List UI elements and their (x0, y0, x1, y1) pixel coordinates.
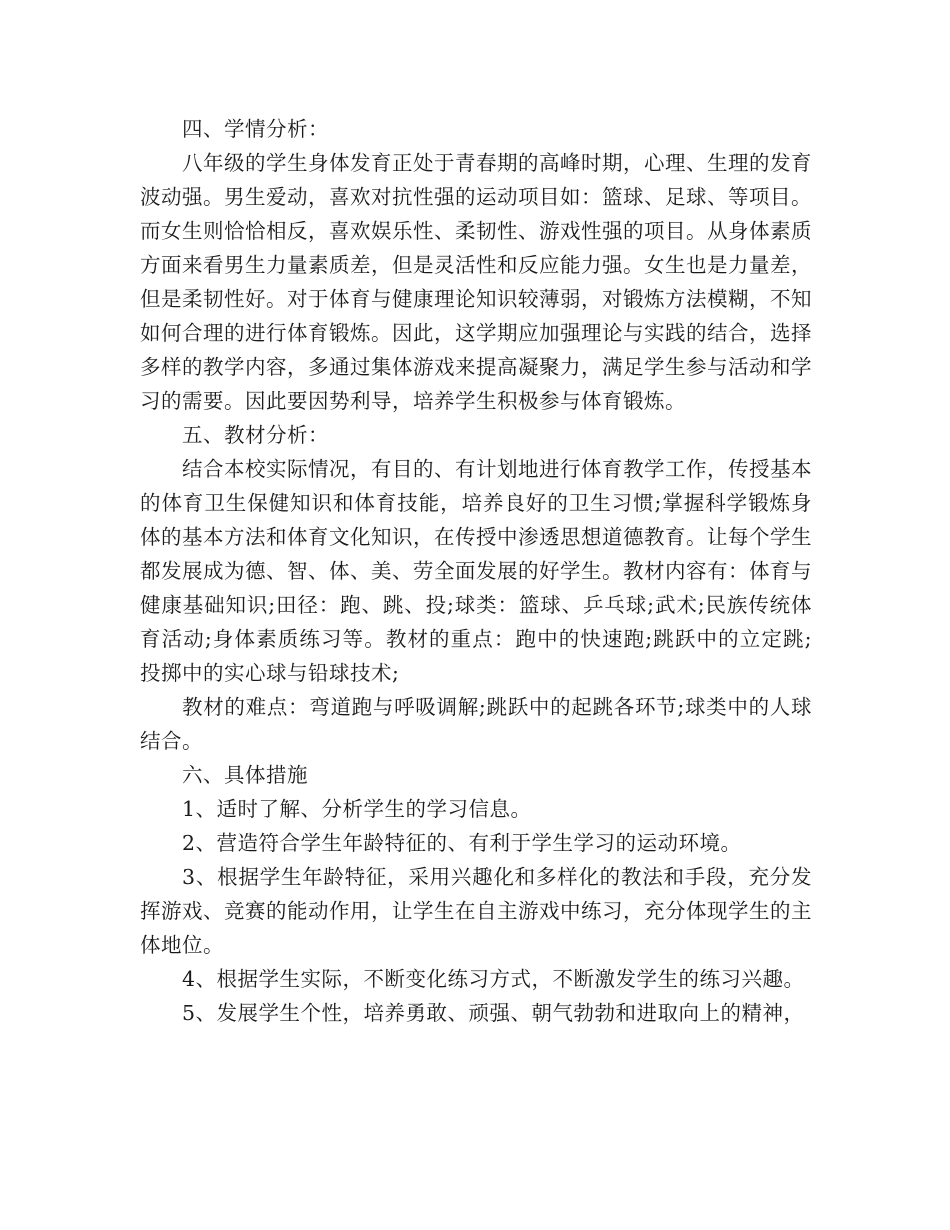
document-body (140, 112, 812, 1030)
list-item-measure-4: 4、根据学生实际，不断变化练习方式，不断激发学生的练习兴趣。 (182, 967, 805, 991)
list-item-measure-5: 5、发展学生个性，培养勇敢、顽强、朝气勃勃和进取向上的精神， (182, 1001, 805, 1025)
section-heading-textbook-analysis: 五、教材分析： (182, 423, 330, 447)
list-item-measure-2: 2、营造符合学生年龄特征的、有利于学生学习的运动环境。 (182, 831, 742, 855)
list-item-measure-3: 3、根据学生年龄特征，采用兴趣化和多样化的教法和手段，充分发挥游戏、竞赛的能动作用，让学生在自主游戏中练习，充分体现学生的主体地位。 (140, 865, 812, 957)
list-item-measure-1: 1、适时了解、分析学生的学习信息。 (182, 797, 532, 821)
paragraph-textbook-difficulties: 教材的难点：弯道跑与呼吸调解;跳跃中的起跳各环节;球类中的人球结合。 (140, 695, 812, 753)
paragraph-student-analysis: 八年级的学生身体发育正处于青春期的高峰时期，心理、生理的发育波动强。男生爱动，喜欢对抗性强的运动项目如：篮球、足球、等项目。而女生则恰恰相反，喜欢娱乐性、柔韧性、游戏性强的项目。从身体素质方面来看男生力量素质差，但是灵活性和反应能力强。女生也是力量差，但是柔韧性好。对于体育与健康理论知识较薄弱，对锻炼方法模糊，不知如何合理的进行体育锻炼。因此，这学期应加强理论与实践的结合，选择多样的教学内容，多通过集体游戏来提高凝聚力，满足学生参与活动和学习的需要。因此要因势利导，培养学生积极参与体育锻炼。 (140, 151, 813, 413)
section-heading-student-analysis: 四、学情分析： (182, 117, 330, 141)
paragraph-textbook-analysis: 结合本校实际情况，有目的、有计划地进行体育教学工作，传授基本的体育卫生保健知识和体育技能，培养良好的卫生习惯;掌握科学锻炼身体的基本方法和体育文化知识，在传授中渗透思想道德教育。让每个学生都发展成为德、智、体、美、劳全面发展的好学生。教材内容有：体育与健康基础知识;田径：跑、跳、投;球类：篮球、乒乓球;武术;民族传统体育活动;身体素质练习等。教材的重点：跑中的快速跑;跳跃中的立定跳;投掷中的实心球与铅球技术; (140, 457, 813, 685)
section-heading-measures: 六、具体措施 (182, 763, 309, 787)
